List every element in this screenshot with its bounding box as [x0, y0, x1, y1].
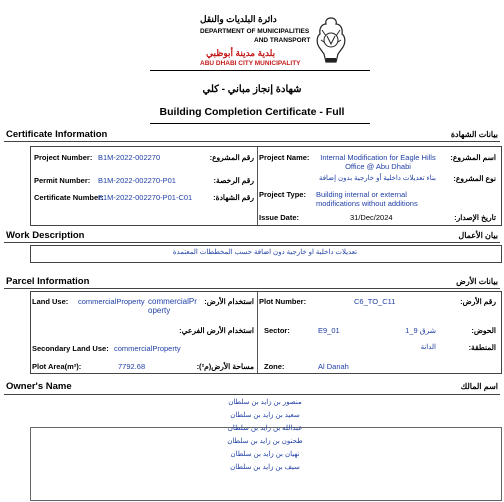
owner-name: عبدالله بن زايد بن سلطان [227, 425, 303, 432]
project-number-value: B1M-2022-002270 [98, 153, 161, 162]
land-use-label-ar: استخدام الأرض: [204, 297, 254, 306]
permit-number-label-ar: رقم الرخصة: [213, 176, 254, 185]
certificate-number-label: Certificate Number: [34, 193, 104, 202]
project-name-label-ar: اسم المشروع: [450, 153, 496, 162]
issue-date-value: 31/Dec/2024 [350, 213, 393, 222]
land-use-value-ar: commercialPr operty [148, 297, 197, 315]
owners-section-title: Owner's Name [6, 381, 72, 392]
municipality-name-en: ABU DHABI CITY MUNICIPALITY [200, 60, 301, 67]
title-ar: شهادة إنجاز مباني - كلي [202, 84, 302, 95]
plot-area-value: 7792.68 [118, 362, 146, 371]
owner-name: سيف بن زايد بن سلطان [230, 464, 300, 471]
land-use-label: Land Use: [32, 297, 69, 306]
project-type-label-ar: نوع المشروع: [453, 174, 496, 183]
plot-area-label: Plot Area(m²): [32, 362, 82, 371]
project-name-label: Project Name: [259, 153, 310, 162]
municipality-name-ar: بلدية مدينة أبوظبي [206, 48, 276, 58]
district-value-ar: الدانة [420, 344, 436, 351]
work-description-value: تعديلات داخلية او خارجية دون اضافة حسب المخططات المعتمدة [172, 249, 358, 256]
owner-name: سعيد بن زايد بن سلطان [230, 412, 300, 419]
parcel-section-title: Parcel Information [6, 276, 90, 287]
secondary-land-use-label: Secondary Land Use: [32, 344, 109, 353]
project-type-value-ar: بناء تعديلات داخلية أو خارجية بدون إضافة [318, 175, 436, 182]
land-use-value: commercialProperty [78, 297, 145, 306]
certificate-number-value: B1M-2022-002270-P01-C01 [98, 193, 193, 202]
plot-area-label-ar: مساحة الأرض(م²): [196, 362, 254, 371]
zone-value: Al Danah [318, 362, 349, 371]
permit-number-label: Permit Number: [34, 176, 91, 185]
owner-name: نهيان بن زايد بن سلطان [230, 451, 300, 458]
sector-label-ar: الحوض: [471, 326, 496, 335]
project-type-label: Project Type: [259, 190, 306, 199]
owners-list [30, 398, 500, 498]
sector-value-ar: شرق 9_1 [405, 326, 436, 335]
project-type-value: Building internal or external modifications without additions [316, 190, 418, 208]
dept-name-en-2: AND TRANSPORT [254, 37, 311, 44]
project-number-label: Project Number: [34, 153, 93, 162]
abu-dhabi-emblem-logo [314, 14, 348, 66]
sub-land-use-label-ar: استخدام الأرض الفرعي: [179, 326, 254, 335]
plot-number-value: C6_TO_C11 [354, 297, 396, 306]
work-section-title: Work Description [6, 230, 85, 241]
permit-number-value: B1M-2022-002270-P01 [98, 176, 176, 185]
certificate-number-label-ar: رقم الشهادة: [213, 193, 254, 202]
sector-value: E9_01 [318, 326, 340, 335]
issue-date-label: Issue Date: [259, 213, 300, 222]
project-name-value: Internal Modification for Eagle Hills Office @ Abu Dhabi [320, 153, 436, 171]
project-number-label-ar: رقم المشروع: [209, 153, 254, 162]
title-en: Building Completion Certificate - Full [159, 106, 345, 118]
dept-name-en-1: DEPARTMENT OF MUNICIPALITIES [200, 28, 310, 35]
certificate-section-title-ar: بيانات الشهادة [450, 130, 498, 139]
issue-date-label-ar: تاريخ الإصدار: [454, 213, 496, 222]
parcel-section-title-ar: بيانات الأرض [456, 277, 498, 286]
plot-number-label: Plot Number: [259, 297, 307, 306]
dept-name-ar: دائرة البلديات والنقل [200, 14, 277, 24]
owner-name: منصور بن زايد بن سلطان [228, 399, 302, 406]
work-section-title-ar: بيان الأعمال [458, 231, 498, 240]
sector-label: Sector: [264, 326, 290, 335]
owners-section-title-ar: اسم المالك [460, 382, 498, 391]
district-label-ar: المنطقة: [468, 343, 496, 352]
secondary-land-use-value: commercialProperty [114, 344, 181, 353]
plot-number-label-ar: رقم الأرض: [460, 297, 496, 306]
owner-name: طحنون بن زايد بن سلطان [227, 438, 303, 445]
certificate-section-title: Certificate Information [6, 129, 108, 140]
zone-label: Zone: [264, 362, 285, 371]
